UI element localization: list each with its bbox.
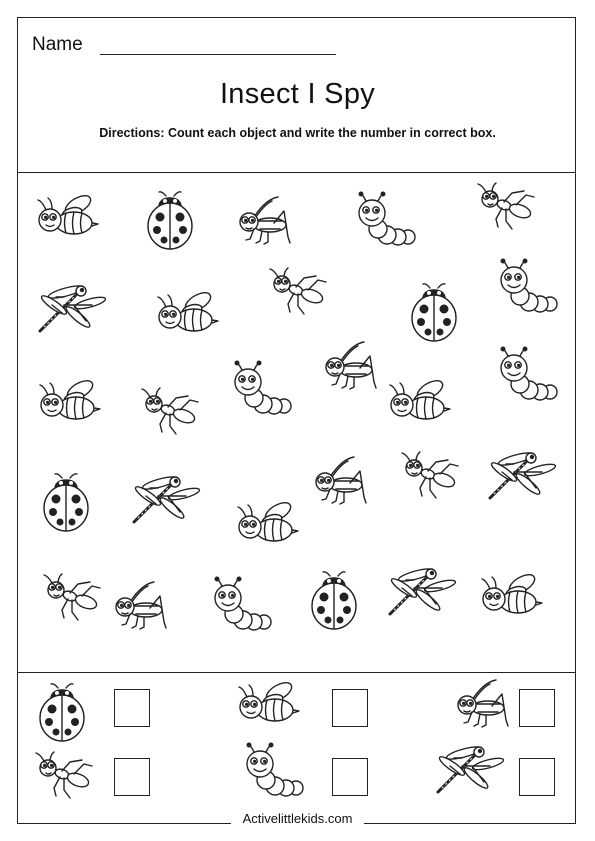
name-field-line[interactable] — [100, 54, 336, 55]
answer-box-dragonfly[interactable] — [519, 758, 555, 796]
caterpillar-icon — [494, 348, 564, 412]
answer-box-ant[interactable] — [114, 758, 150, 796]
grasshopper-icon — [308, 455, 378, 519]
ant-icon — [400, 452, 470, 516]
footer-website — [0, 811, 595, 826]
answer-box-grasshopper[interactable] — [519, 689, 555, 727]
caterpillar-icon — [494, 260, 564, 324]
answer-grasshopper-icon — [450, 678, 520, 742]
bee-icon — [478, 572, 548, 636]
bee-icon — [154, 290, 224, 354]
bee-icon — [36, 378, 106, 442]
website-label: Activelittlekids.com — [231, 811, 365, 826]
ant-icon — [140, 388, 210, 452]
grasshopper-icon — [318, 340, 388, 404]
answer-ant-icon — [34, 752, 104, 816]
name-label: Name — [32, 34, 83, 55]
dragonfly-icon — [484, 450, 554, 514]
ant-icon — [268, 268, 338, 332]
ladybug-icon — [36, 472, 106, 536]
dragonfly-icon — [128, 474, 198, 538]
answer-section-divider — [17, 672, 576, 673]
caterpillar-icon — [208, 578, 278, 642]
grasshopper-icon — [232, 195, 302, 259]
grasshopper-icon — [108, 580, 178, 644]
answer-box-caterpillar[interactable] — [332, 758, 368, 796]
ladybug-icon — [140, 190, 210, 254]
header-divider — [17, 172, 576, 173]
answer-caterpillar-icon — [240, 744, 310, 808]
directions-text: Directions: Count each object and write the number in correct box. — [99, 126, 496, 140]
page-title: Insect I Spy — [219, 78, 376, 110]
caterpillar-icon — [352, 193, 422, 257]
bee-icon — [34, 193, 104, 257]
answer-dragonfly-icon — [432, 744, 502, 808]
dragonfly-icon — [384, 566, 454, 630]
answer-bee-icon — [235, 680, 305, 744]
bee-icon — [234, 500, 304, 564]
answer-box-ladybug[interactable] — [114, 689, 150, 727]
ant-icon — [476, 183, 546, 247]
ant-icon — [42, 574, 112, 638]
ladybug-icon — [304, 570, 374, 634]
answer-ladybug-icon — [32, 682, 102, 746]
caterpillar-icon — [228, 362, 298, 426]
answer-box-bee[interactable] — [332, 689, 368, 727]
dragonfly-icon — [34, 283, 104, 347]
bee-icon — [386, 378, 456, 442]
ladybug-icon — [404, 282, 474, 346]
